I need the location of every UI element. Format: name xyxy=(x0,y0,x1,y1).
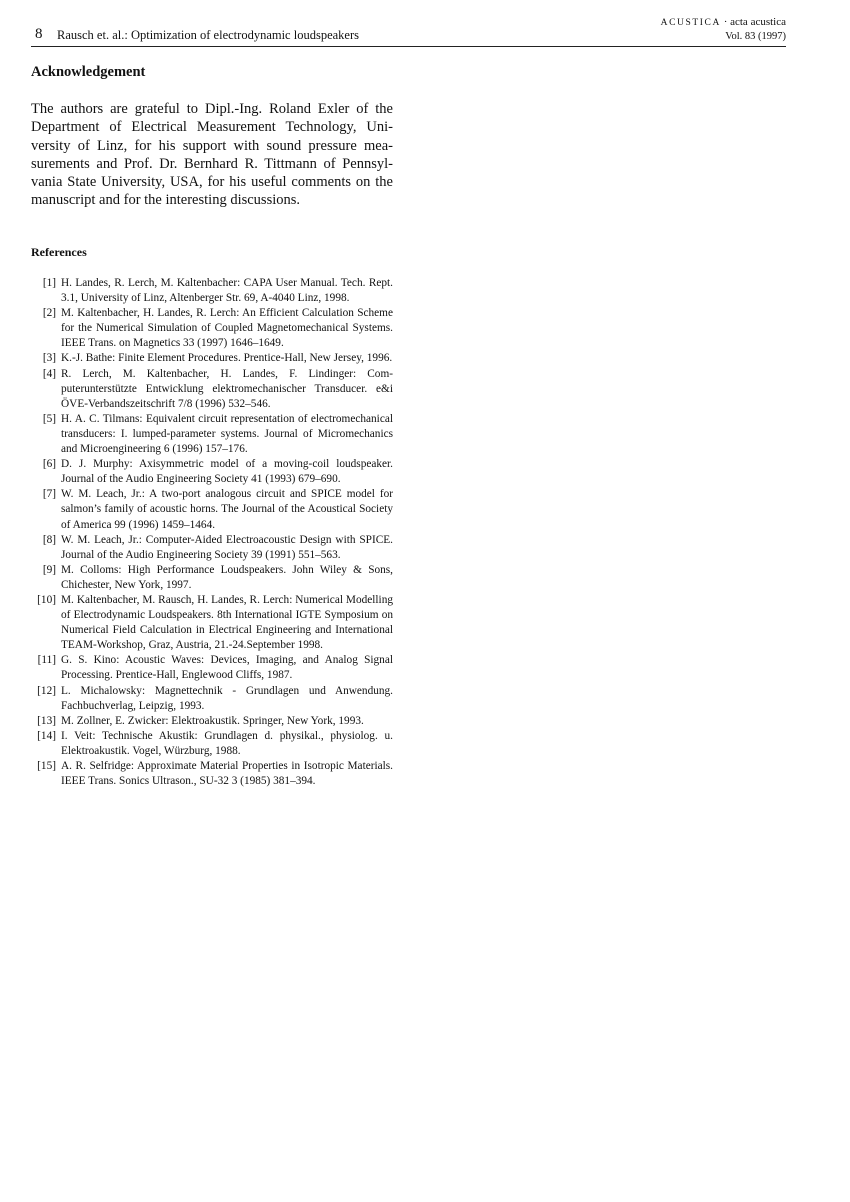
reference-text: H. Landes, R. Lerch, M. Kaltenbacher: CAPA User Manual. Tech. Rept. 3.1, University of Linz, Altenberger Str. 69, A-4040 Linz, 1998. xyxy=(61,277,393,305)
reference-number: [9] xyxy=(42,563,56,576)
reference-number: [3] xyxy=(42,352,56,365)
reference-text: H. A. C. Tilmans: Equivalent circuit representation of electromechanical transducers: I. lumped-parameter systems. Journal of Micromechanics and Microengineering 6 (1996) 157–176. xyxy=(61,412,393,456)
acknowledgement-heading: Acknowledgement xyxy=(31,64,146,80)
reference-number: [13] xyxy=(37,714,56,727)
references-heading: References xyxy=(31,245,87,259)
acknowledgement-text: The authors are grateful to Dipl.-Ing. Roland Exler of the Department of Electrical Measurement Technology, University of Linz, for his support with sound pressure measurements and Prof. Dr. Bernhard R. Tittmann of Pennsylvania State University, USA, for his useful comments on the manuscript and for the interesting discussions. xyxy=(31,101,393,209)
reference-number: [7] xyxy=(42,488,56,501)
reference-text: K.-J. Bathe: Finite Element Procedures. Prentice-Hall, New Jersey, 1996. xyxy=(61,352,393,365)
reference-text: W. M. Leach, Jr.: A two-port analogous circuit and SPICE model for salmon’s family of acoustic horns. The Journal of the Acoustical Society of America 99 (1996) 1459–1464. xyxy=(61,488,393,531)
reference-number: [5] xyxy=(42,412,56,425)
reference-number: [14] xyxy=(37,729,56,742)
page-header xyxy=(31,16,786,47)
reference-number: [12] xyxy=(37,684,56,697)
reference-text: M. Colloms: High Performance Loudspeakers. John Wiley & Sons, Chichester, New York, 1997. xyxy=(61,563,393,591)
reference-number: [8] xyxy=(42,533,56,546)
reference-item xyxy=(31,351,393,366)
reference-text: G. S. Kino: Acoustic Waves: Devices, Imaging, and Analog Signal Processing. Prentice-Hall, Englewood Cliffs, 1987. xyxy=(61,654,393,682)
reference-item xyxy=(31,684,393,714)
page-number: 8 xyxy=(35,26,43,42)
reference-item xyxy=(31,306,393,351)
reference-text: M. Zollner, E. Zwicker: Elektroakustik. Springer, New York, 1993. xyxy=(61,714,364,727)
journal-subtitle: acta acustica xyxy=(730,16,786,28)
reference-number: [10] xyxy=(37,593,56,606)
reference-item xyxy=(31,714,393,729)
running-title: Rausch et. al.: Optimization of electrodynamic loudspeakers xyxy=(57,28,359,42)
reference-number: [11] xyxy=(37,654,56,667)
reference-item xyxy=(31,729,393,759)
reference-number: [2] xyxy=(42,307,56,320)
reference-item xyxy=(31,367,393,412)
reference-text: M. Kaltenbacher, M. Rausch, H. Landes, R. Lerch: Numerical Modelling of Electrodynamic Loudspeakers. 8th International IGTE Symposium on Numerical Field Calculation in Electrical Engineering and International TEAM-Workshop, Graz, Austria, 21.-24.September 1998. xyxy=(61,593,393,652)
reference-item xyxy=(31,653,393,683)
reference-text: I. Veit: Technische Akustik: Grundlagen d. physikal., physiolog. u. Elektroakustik. Vogel, Würzburg, 1988. xyxy=(61,729,393,757)
reference-item xyxy=(31,533,393,563)
reference-number: [15] xyxy=(37,760,56,772)
journal-caps: ACUSTICA xyxy=(660,18,721,28)
reference-text: A. R. Selfridge: Approximate Material Properties in Isotropic Materials. IEEE Trans. Sonics Ultrason., SU-32 3 (1985) 381–394. xyxy=(61,760,393,788)
reference-item xyxy=(31,759,393,789)
reference-text: L. Michalowsky: Magnettechnik - Grundlagen und Anwendung. Fachbuchverlag, Leipzig, 1993. xyxy=(61,684,393,712)
reference-item xyxy=(31,457,393,487)
reference-number: [1] xyxy=(42,277,56,289)
reference-text: D. J. Murphy: Axisymmetric model of a moving-coil loudspeaker. Journal of the Audio Engineering Society 41 (1993) 679–690. xyxy=(61,458,393,486)
volume-info: Vol. 83 (1997) xyxy=(725,31,786,42)
reference-item xyxy=(31,276,393,306)
reference-list xyxy=(31,276,393,789)
reference-number: [4] xyxy=(42,367,56,380)
reference-item xyxy=(31,487,393,532)
reference-text: W. M. Leach, Jr.: Computer-Aided Electroacoustic Design with SPICE. Journal of the Audio Engineering Society 39 (1991) 551–563. xyxy=(61,533,393,561)
reference-item xyxy=(31,563,393,593)
reference-text: M. Kaltenbacher, H. Landes, R. Lerch: An Efficient Calculation Scheme for the Numerical Simulation of Coupled Magnetomechanical Systems. IEEE Trans. on Magnetics 33 (1997) 1646–1649. xyxy=(61,307,393,350)
journal-name xyxy=(661,16,786,28)
reference-item xyxy=(31,412,393,457)
reference-item xyxy=(31,593,393,653)
reference-text: R. Lerch, M. Kaltenbacher, H. Landes, F. Lindinger: Computerunterstützte Entwicklung elektromechanischer Transducer. e&i ÖVE-Verbandszeitschrift 7/8 (1996) 532–546. xyxy=(61,367,393,410)
reference-number: [6] xyxy=(42,458,56,471)
journal-separator: · xyxy=(720,16,731,28)
